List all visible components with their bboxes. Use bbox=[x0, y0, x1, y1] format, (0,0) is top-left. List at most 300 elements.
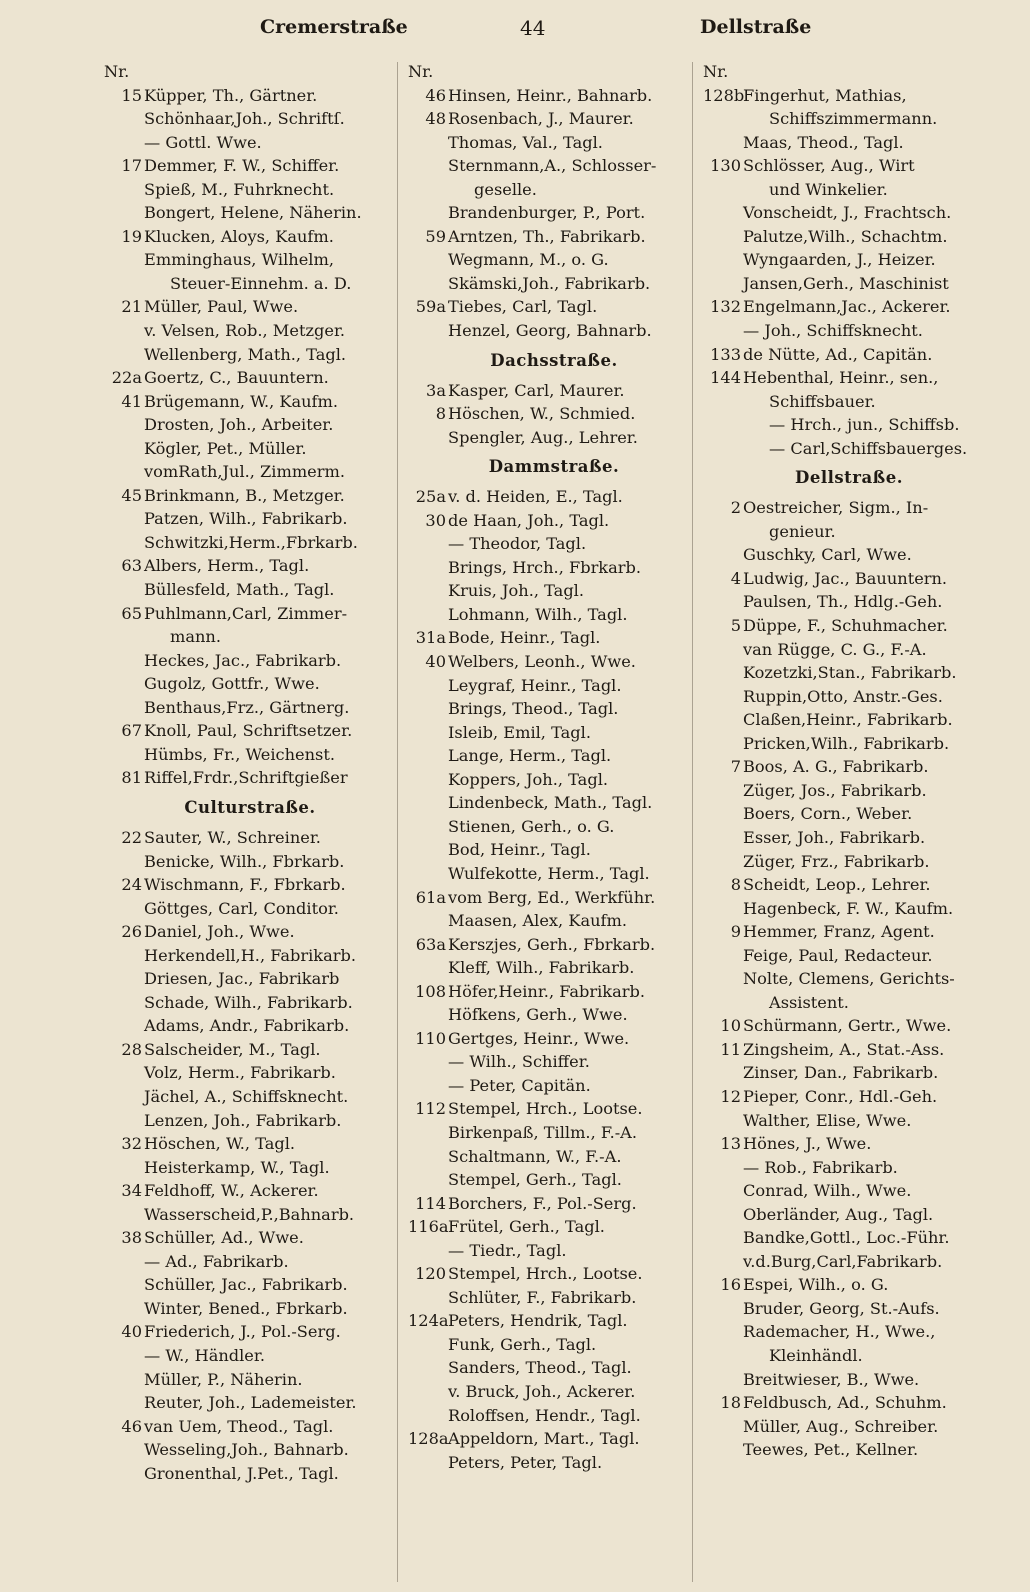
resident-text: Birkenpaß, Tillm., F.-A. bbox=[448, 1122, 638, 1142]
resident-text: — Joh., Schiffsknecht. bbox=[743, 321, 923, 341]
continuation-text: Steuer-Einnehm. a. D. bbox=[170, 273, 352, 293]
resident-text: — Ad., Fabrikarb. bbox=[144, 1251, 289, 1271]
resident-entry bbox=[703, 1203, 995, 1227]
resident-entry bbox=[104, 850, 396, 874]
continuation-text: — Hrch., jun., Schiffsb. bbox=[769, 415, 960, 435]
resident-text: Heckes, Jac., Fabrikarb. bbox=[144, 650, 342, 670]
entry-continuation bbox=[104, 272, 396, 296]
resident-entry bbox=[408, 674, 700, 698]
house-number: 65 bbox=[121, 603, 142, 623]
resident-entry bbox=[408, 697, 700, 721]
resident-text: Friederich, J., Pol.-Serg. bbox=[144, 1322, 341, 1342]
resident-text: Borchers, F., Pol.-Serg. bbox=[448, 1193, 637, 1213]
resident-text: Hagenbeck, F. W., Kaufm. bbox=[743, 898, 954, 918]
resident-entry bbox=[104, 507, 396, 531]
resident-text: de Haan, Joh., Tagl. bbox=[448, 510, 610, 530]
resident-text: Boers, Corn., Weber. bbox=[743, 804, 913, 824]
house-number: 8 bbox=[730, 875, 741, 895]
house-number: 15 bbox=[121, 85, 142, 105]
resident-text: Koppers, Joh., Tagl. bbox=[448, 769, 609, 789]
resident-entry bbox=[104, 178, 396, 202]
resident-entry bbox=[408, 1239, 700, 1263]
resident-text: Reuter, Joh., Lademeister. bbox=[144, 1393, 357, 1413]
resident-entry bbox=[703, 590, 995, 614]
resident-text: Hönes, J., Wwe. bbox=[743, 1134, 872, 1154]
resident-text: v.d.Burg,Carl,Fabrikarb. bbox=[743, 1251, 943, 1271]
continuation-text: Kleinhändl. bbox=[769, 1345, 863, 1365]
house-number: 45 bbox=[121, 485, 142, 505]
resident-text: Ludwig, Jac., Bauuntern. bbox=[743, 568, 948, 588]
resident-text: Fingerhut, Mathias, bbox=[743, 85, 907, 105]
resident-entry bbox=[703, 319, 995, 343]
resident-text: Kozetzki,Stan., Fabrikarb. bbox=[743, 663, 957, 683]
resident-entry bbox=[703, 850, 995, 874]
resident-text: Driesen, Jac., Fabrikarb bbox=[144, 969, 340, 989]
resident-text: Lenzen, Joh., Fabrikarb. bbox=[144, 1110, 342, 1130]
house-number: 9 bbox=[730, 922, 741, 942]
resident-entry bbox=[104, 578, 396, 602]
resident-entry bbox=[104, 1273, 396, 1297]
resident-entry bbox=[104, 1061, 396, 1085]
house-number: 116a bbox=[408, 1217, 449, 1237]
house-number: 112 bbox=[415, 1099, 446, 1119]
entry-continuation bbox=[703, 437, 995, 461]
house-number: 7 bbox=[730, 757, 741, 777]
resident-text: Oestreicher, Sigm., In- bbox=[743, 498, 929, 518]
resident-text: Jächel, A., Schiffsknecht. bbox=[144, 1086, 349, 1106]
resident-text: Wesseling,Joh., Bahnarb. bbox=[144, 1440, 349, 1460]
resident-entry bbox=[104, 696, 396, 720]
resident-text: Stempel, Gerh., Tagl. bbox=[448, 1170, 622, 1190]
continuation-text: — Carl,Schiffsbauerges. bbox=[769, 438, 968, 458]
resident-text: Wegmann, M., o. G. bbox=[448, 250, 609, 270]
street-heading: Dachsstraße. bbox=[490, 350, 618, 370]
house-number: 40 bbox=[425, 652, 446, 672]
resident-text: Stempel, Hrch., Lootse. bbox=[448, 1264, 643, 1284]
resident-text: — Tiedr., Tagl. bbox=[448, 1240, 567, 1260]
house-number: 34 bbox=[121, 1181, 142, 1201]
resident-text: — Theodor, Tagl. bbox=[448, 534, 587, 554]
resident-entry bbox=[408, 248, 700, 272]
resident-entry bbox=[104, 897, 396, 921]
resident-text: Stienen, Gerh., o. G. bbox=[448, 816, 615, 836]
house-number: 67 bbox=[121, 721, 142, 741]
resident-text: Schade, Wilh., Fabrikarb. bbox=[144, 992, 353, 1012]
resident-text: — Rob., Fabrikarb. bbox=[743, 1157, 898, 1177]
resident-text: v. d. Heiden, E., Tagl. bbox=[448, 487, 623, 507]
house-number: 16 bbox=[720, 1275, 741, 1295]
house-number: 46 bbox=[121, 1416, 142, 1436]
resident-text: Roloffsen, Hendr., Tagl. bbox=[448, 1405, 641, 1425]
resident-text: Pricken,Wilh., Fabrikarb. bbox=[743, 733, 950, 753]
resident-text: Hinsen, Heinr., Bahnarb. bbox=[448, 85, 653, 105]
resident-text: Welbers, Leonh., Wwe. bbox=[448, 652, 636, 672]
resident-entry bbox=[703, 732, 995, 756]
resident-text: Bandke,Gottl., Loc.-Führ. bbox=[743, 1228, 950, 1248]
resident-entry bbox=[408, 319, 700, 343]
house-number: 128b bbox=[703, 85, 745, 105]
house-number: 41 bbox=[121, 391, 142, 411]
resident-entry bbox=[703, 873, 995, 897]
resident-entry bbox=[408, 744, 700, 768]
resident-entry bbox=[703, 1250, 995, 1274]
resident-text: Gugolz, Gottfr., Wwe. bbox=[144, 674, 320, 694]
resident-entry bbox=[703, 154, 995, 178]
resident-text: Zingsheim, A., Stat.-Ass. bbox=[743, 1039, 945, 1059]
resident-entry bbox=[408, 201, 700, 225]
resident-text: Höfer,Heinr., Fabrikarb. bbox=[448, 981, 645, 1001]
resident-entry bbox=[703, 1061, 995, 1085]
resident-entry bbox=[104, 672, 396, 696]
house-number: 133 bbox=[710, 344, 741, 364]
resident-text: Herkendell,H., Fabrikarb. bbox=[144, 945, 357, 965]
entry-continuation bbox=[408, 178, 700, 202]
resident-entry bbox=[104, 343, 396, 367]
house-number: 22 bbox=[121, 827, 142, 847]
house-number: 30 bbox=[425, 510, 446, 530]
resident-text: Düppe, F., Schuhmacher. bbox=[743, 616, 948, 636]
resident-entry bbox=[104, 1438, 396, 1462]
resident-text: Paulsen, Th., Hdlg.-Geh. bbox=[743, 592, 943, 612]
resident-text: Brügemann, W., Kaufm. bbox=[144, 391, 339, 411]
resident-text: Goertz, C., Bauuntern. bbox=[144, 368, 329, 388]
resident-text: Drosten, Joh., Arbeiter. bbox=[144, 415, 334, 435]
resident-entry bbox=[104, 1014, 396, 1038]
resident-text: Lindenbeck, Math., Tagl. bbox=[448, 793, 653, 813]
resident-text: Klucken, Aloys, Kaufm. bbox=[144, 226, 334, 246]
resident-entry bbox=[703, 967, 995, 991]
resident-text: Claßen,Heinr., Fabrikarb. bbox=[743, 710, 953, 730]
continuation-text: und Winkelier. bbox=[769, 179, 888, 199]
resident-entry bbox=[408, 1333, 700, 1357]
resident-text: Vonscheidt, J., Frachtsch. bbox=[743, 203, 952, 223]
resident-entry bbox=[104, 743, 396, 767]
resident-entry bbox=[408, 225, 700, 249]
resident-text: Espei, Wilh., o. G. bbox=[743, 1275, 889, 1295]
resident-text: Benicke, Wilh., Fbrkarb. bbox=[144, 851, 345, 871]
resident-text: Boos, A. G., Fabrikarb. bbox=[743, 757, 929, 777]
resident-entry bbox=[104, 531, 396, 555]
resident-text: Feldbusch, Ad., Schuhm. bbox=[743, 1393, 947, 1413]
resident-entry bbox=[408, 1451, 700, 1475]
continuation-text: geselle. bbox=[474, 179, 537, 199]
nr-label: Nr. bbox=[408, 62, 434, 81]
resident-text: Schürmann, Gertr., Wwe. bbox=[743, 1016, 952, 1036]
resident-text: v. Velsen, Rob., Metzger. bbox=[144, 321, 346, 341]
resident-text: Schlösser, Aug., Wirt bbox=[743, 156, 915, 176]
resident-entry bbox=[104, 766, 396, 790]
resident-entry bbox=[408, 956, 700, 980]
resident-entry bbox=[703, 201, 995, 225]
resident-text: Schlüter, F., Fabrikarb. bbox=[448, 1287, 637, 1307]
resident-text: Müller, P., Näherin. bbox=[144, 1369, 303, 1389]
resident-text: Züger, Jos., Fabrikarb. bbox=[743, 780, 927, 800]
resident-text: Palutze,Wilh., Schachtm. bbox=[743, 226, 948, 246]
resident-entry bbox=[703, 1438, 995, 1462]
running-head bbox=[90, 16, 990, 52]
resident-entry bbox=[703, 295, 995, 319]
resident-entry bbox=[408, 1003, 700, 1027]
resident-entry bbox=[703, 1156, 995, 1180]
resident-entry bbox=[408, 272, 700, 296]
street-heading: Culturstraße. bbox=[184, 797, 316, 817]
house-number: 13 bbox=[720, 1134, 741, 1154]
resident-entry bbox=[408, 84, 700, 108]
resident-text: Henzel, Georg, Bahnarb. bbox=[448, 321, 652, 341]
resident-text: Kögler, Pet., Müller. bbox=[144, 438, 307, 458]
resident-entry bbox=[104, 484, 396, 508]
resident-text: Adams, Andr., Fabrikarb. bbox=[144, 1016, 350, 1036]
resident-entry bbox=[703, 272, 995, 296]
resident-entry bbox=[703, 920, 995, 944]
resident-text: Arntzen, Th., Fabrikarb. bbox=[448, 226, 646, 246]
resident-text: Oberländer, Aug., Tagl. bbox=[743, 1204, 934, 1224]
resident-entry bbox=[703, 661, 995, 685]
resident-entry bbox=[104, 1250, 396, 1274]
house-number: 128a bbox=[408, 1429, 449, 1449]
resident-entry bbox=[703, 1179, 995, 1203]
resident-entry bbox=[703, 802, 995, 826]
resident-entry bbox=[104, 154, 396, 178]
entry-continuation bbox=[703, 991, 995, 1015]
house-number: 3a bbox=[426, 380, 446, 400]
resident-entry bbox=[104, 84, 396, 108]
resident-text: Wulfekotte, Herm., Tagl. bbox=[448, 863, 650, 883]
resident-text: v. Bruck, Joh., Ackerer. bbox=[448, 1381, 636, 1401]
resident-entry bbox=[104, 602, 396, 626]
column-divider bbox=[397, 62, 398, 1582]
resident-entry bbox=[703, 1085, 995, 1109]
continuation-text: genieur. bbox=[769, 521, 836, 541]
resident-entry bbox=[408, 1356, 700, 1380]
resident-text: Kerszjes, Gerh., Fbrkarb. bbox=[448, 934, 656, 954]
resident-entry bbox=[703, 1226, 995, 1250]
entry-continuation bbox=[703, 1344, 995, 1368]
resident-text: Knoll, Paul, Schriftsetzer. bbox=[144, 721, 353, 741]
resident-text: Funk, Gerh., Tagl. bbox=[448, 1334, 597, 1354]
continuation-text: Schiffsbauer. bbox=[769, 391, 876, 411]
resident-text: Müller, Aug., Schreiber. bbox=[743, 1416, 939, 1436]
column-3 bbox=[703, 60, 995, 1462]
resident-entry bbox=[104, 107, 396, 131]
resident-text: Hümbs, Fr., Weichenst. bbox=[144, 744, 336, 764]
running-head-left: Cremerstraße bbox=[260, 16, 408, 38]
resident-entry bbox=[104, 944, 396, 968]
continuation-text: mann. bbox=[170, 627, 221, 647]
house-number: 25a bbox=[415, 487, 446, 507]
resident-text: Brandenburger, P., Port. bbox=[448, 203, 646, 223]
resident-entry bbox=[408, 791, 700, 815]
resident-entry bbox=[104, 1226, 396, 1250]
resident-entry bbox=[408, 650, 700, 674]
resident-text: Appeldorn, Mart., Tagl. bbox=[448, 1429, 640, 1449]
resident-entry bbox=[408, 1404, 700, 1428]
resident-entry bbox=[703, 944, 995, 968]
resident-entry bbox=[408, 485, 700, 509]
house-number: 108 bbox=[415, 981, 446, 1001]
resident-entry bbox=[408, 1380, 700, 1404]
resident-text: Schwitzki,Herm.,Fbrkarb. bbox=[144, 532, 358, 552]
resident-entry bbox=[408, 721, 700, 745]
resident-entry bbox=[104, 649, 396, 673]
resident-entry bbox=[104, 1320, 396, 1344]
resident-entry bbox=[104, 295, 396, 319]
resident-text: Frütel, Gerh., Tagl. bbox=[448, 1217, 605, 1237]
running-head-right: Dellstraße bbox=[700, 16, 812, 38]
resident-entry bbox=[104, 967, 396, 991]
resident-entry bbox=[104, 554, 396, 578]
resident-text: Schaltmann, W., F.-A. bbox=[448, 1146, 622, 1166]
resident-entry bbox=[408, 980, 700, 1004]
house-number: 38 bbox=[121, 1228, 142, 1248]
resident-entry bbox=[104, 1297, 396, 1321]
nr-label: Nr. bbox=[703, 62, 729, 81]
resident-text: Tiebes, Carl, Tagl. bbox=[448, 297, 598, 317]
resident-text: Kleff, Wilh., Fabrikarb. bbox=[448, 958, 635, 978]
resident-text: Patzen, Wilh., Fabrikarb. bbox=[144, 509, 348, 529]
resident-entry bbox=[703, 1391, 995, 1415]
number-column-header bbox=[703, 60, 995, 84]
house-number: 18 bbox=[720, 1393, 741, 1413]
house-number: 124a bbox=[408, 1311, 449, 1331]
resident-text: Brinkmann, B., Metzger. bbox=[144, 485, 345, 505]
resident-text: Guschky, Carl, Wwe. bbox=[743, 545, 912, 565]
house-number: 22a bbox=[111, 368, 142, 388]
house-number: 32 bbox=[121, 1134, 142, 1154]
resident-entry bbox=[104, 873, 396, 897]
house-number: 17 bbox=[121, 156, 142, 176]
house-number: 4 bbox=[730, 568, 741, 588]
resident-entry bbox=[408, 402, 700, 426]
resident-text: Büllesfeld, Math., Tagl. bbox=[144, 580, 335, 600]
resident-text: Peters, Peter, Tagl. bbox=[448, 1452, 603, 1472]
resident-text: Nolte, Clemens, Gerichts- bbox=[743, 969, 955, 989]
resident-entry bbox=[408, 886, 700, 910]
resident-text: Esser, Joh., Fabrikarb. bbox=[743, 827, 926, 847]
resident-text: Schönhaar,Joh., Schriftſ. bbox=[144, 109, 345, 129]
resident-text: de Nütte, Ad., Capitän. bbox=[743, 344, 933, 364]
resident-entry bbox=[703, 248, 995, 272]
resident-text: Göttges, Carl, Conditor. bbox=[144, 898, 339, 918]
resident-entry bbox=[408, 426, 700, 450]
resident-entry bbox=[703, 1297, 995, 1321]
house-number: 132 bbox=[710, 297, 741, 317]
resident-text: Spengler, Aug., Lehrer. bbox=[448, 427, 638, 447]
house-number: 8 bbox=[435, 404, 446, 424]
resident-entry bbox=[104, 460, 396, 484]
entry-continuation bbox=[104, 625, 396, 649]
resident-entry bbox=[703, 685, 995, 709]
resident-text: Schüller, Ad., Wwe. bbox=[144, 1228, 304, 1248]
house-number: 40 bbox=[121, 1322, 142, 1342]
page-number: 44 bbox=[520, 16, 546, 40]
resident-entry bbox=[408, 579, 700, 603]
resident-entry bbox=[408, 107, 700, 131]
resident-entry bbox=[703, 1368, 995, 1392]
resident-entry bbox=[408, 379, 700, 403]
resident-entry bbox=[104, 719, 396, 743]
resident-entry bbox=[408, 1074, 700, 1098]
nr-label: Nr. bbox=[104, 62, 130, 81]
resident-entry bbox=[703, 614, 995, 638]
resident-entry bbox=[104, 319, 396, 343]
resident-entry bbox=[408, 1309, 700, 1333]
resident-text: — Gottl. Wwe. bbox=[144, 132, 262, 152]
house-number: 61a bbox=[415, 887, 446, 907]
resident-entry bbox=[408, 154, 700, 178]
resident-entry bbox=[408, 1145, 700, 1169]
resident-text: Rosenbach, J., Maurer. bbox=[448, 109, 634, 129]
resident-text: Puhlmann,Carl, Zimmer- bbox=[144, 603, 348, 623]
resident-text: Bongert, Helene, Näherin. bbox=[144, 203, 362, 223]
resident-entry bbox=[104, 1109, 396, 1133]
resident-text: Spieß, M., Fuhrknecht. bbox=[144, 179, 335, 199]
resident-entry bbox=[104, 437, 396, 461]
resident-text: Sanders, Theod., Tagl. bbox=[448, 1358, 632, 1378]
resident-entry bbox=[408, 532, 700, 556]
resident-entry bbox=[703, 1109, 995, 1133]
resident-text: Engelmann,Jac., Ackerer. bbox=[743, 297, 951, 317]
resident-text: Sternmann,A., Schlosser- bbox=[448, 156, 657, 176]
resident-entry bbox=[104, 201, 396, 225]
resident-text: Sauter, W., Schreiner. bbox=[144, 827, 321, 847]
resident-text: Winter, Bened., Fbrkarb. bbox=[144, 1298, 348, 1318]
resident-text: Conrad, Wilh., Wwe. bbox=[743, 1181, 912, 1201]
resident-text: Rademacher, H., Wwe., bbox=[743, 1322, 936, 1342]
resident-text: Küpper, Th., Gärtner. bbox=[144, 85, 318, 105]
house-number: 48 bbox=[425, 109, 446, 129]
resident-entry bbox=[408, 1262, 700, 1286]
resident-text: Thomas, Val., Tagl. bbox=[448, 132, 603, 152]
resident-text: Maasen, Alex, Kaufm. bbox=[448, 911, 628, 931]
resident-entry bbox=[408, 815, 700, 839]
continuation-text: Assistent. bbox=[769, 992, 849, 1012]
resident-entry bbox=[703, 131, 995, 155]
resident-text: Lange, Herm., Tagl. bbox=[448, 746, 612, 766]
resident-text: vom Berg, Ed., Werkführ. bbox=[448, 887, 656, 907]
resident-text: — W., Händler. bbox=[144, 1345, 265, 1365]
resident-entry bbox=[104, 1156, 396, 1180]
resident-entry bbox=[703, 1038, 995, 1062]
house-number: 11 bbox=[720, 1039, 741, 1059]
resident-entry bbox=[104, 225, 396, 249]
resident-entry bbox=[104, 1132, 396, 1156]
resident-entry bbox=[408, 1215, 700, 1239]
column-1 bbox=[104, 60, 396, 1485]
house-number: 19 bbox=[121, 226, 142, 246]
resident-entry bbox=[104, 366, 396, 390]
resident-entry bbox=[703, 1132, 995, 1156]
resident-entry bbox=[703, 1273, 995, 1297]
house-number: 24 bbox=[121, 875, 142, 895]
resident-text: Heisterkamp, W., Tagl. bbox=[144, 1157, 330, 1177]
resident-text: Gronenthal, J.Pet., Tagl. bbox=[144, 1463, 339, 1483]
resident-entry bbox=[408, 1286, 700, 1310]
resident-entry bbox=[703, 897, 995, 921]
resident-text: Wischmann, F., Fbrkarb. bbox=[144, 875, 346, 895]
resident-entry bbox=[703, 1014, 995, 1038]
house-number: 10 bbox=[720, 1016, 741, 1036]
house-number: 81 bbox=[121, 768, 142, 788]
resident-entry bbox=[408, 1168, 700, 1192]
resident-text: Ruppin,Otto, Anstr.-Ges. bbox=[743, 686, 943, 706]
resident-entry bbox=[104, 1203, 396, 1227]
resident-entry bbox=[703, 1320, 995, 1344]
resident-entry bbox=[408, 1050, 700, 1074]
resident-entry bbox=[408, 509, 700, 533]
resident-text: Feldhoff, W., Ackerer. bbox=[144, 1181, 319, 1201]
house-number: 26 bbox=[121, 922, 142, 942]
